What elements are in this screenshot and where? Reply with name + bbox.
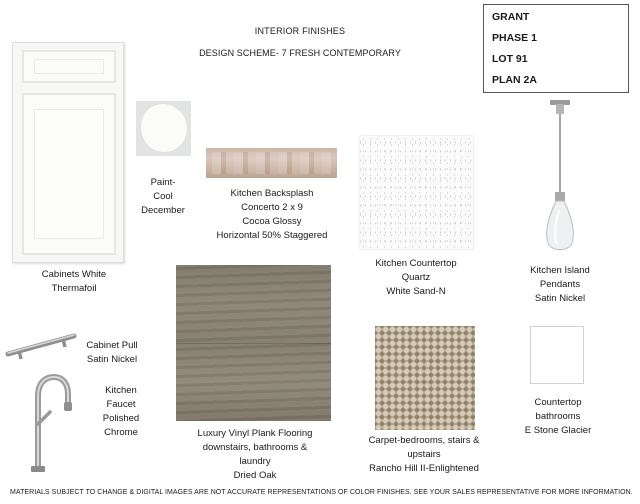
pendants-caption	[512, 264, 608, 306]
faucet-caption	[92, 384, 150, 440]
carpet-sample-image	[375, 326, 475, 430]
caption-line: Kitchen	[105, 385, 137, 396]
caption-line: downstairs, bathrooms &	[202, 442, 308, 453]
disclaimer-footer: MATERIALS SUBJECT TO CHANGE & DIGITAL IMAGES ARE NOT ACCURATE REPRESENTATIONS OF COLOR FINISHES. SEE YOUR SALES REPRESENTATIVE FOR MORE INFORMATION.	[10, 489, 633, 496]
lot-info-box	[483, 4, 629, 93]
caption-line: Faucet	[106, 399, 136, 410]
caption-line: Kitchen Island	[530, 265, 590, 276]
caption-line: bathrooms	[535, 411, 581, 422]
caption-line: Kitchen Backsplash	[230, 188, 314, 199]
caption-line: Horizontal 50% Staggered	[216, 230, 328, 241]
caption-line: Luxury Vinyl Plank Flooring	[197, 428, 313, 439]
caption-line: Cabinets White	[41, 269, 107, 280]
caption-line: Cool	[153, 191, 173, 202]
carpet-caption	[352, 434, 496, 476]
lot-label: LOT 91	[492, 53, 528, 65]
countertop-caption	[346, 257, 486, 299]
cabinet-door	[22, 93, 116, 255]
caption-line: Concerto 2 x 9	[241, 202, 303, 213]
caption-line: Cocoa Glossy	[242, 216, 302, 227]
pendant-light-icon	[535, 100, 585, 260]
caption-line: upstairs	[407, 449, 441, 460]
caption-line: Dried Oak	[233, 470, 277, 481]
cabinet-pull-caption	[76, 339, 148, 367]
caption-line: Polished	[102, 413, 140, 424]
quartz-countertop-image	[360, 136, 473, 249]
cabinet-image	[12, 42, 124, 263]
caption-line: Rancho Hill II-Enlightened	[369, 463, 479, 474]
caption-line: Carpet-bedrooms, stairs &	[368, 435, 480, 446]
caption-line: Kitchen Countertop	[375, 258, 457, 269]
caption-line: Paint-	[150, 177, 176, 188]
caption-line: Quartz	[401, 272, 431, 283]
caption-line: Countertop	[534, 397, 582, 408]
caption-line: Satin Nickel	[534, 293, 586, 304]
community-name: GRANT	[492, 11, 530, 23]
cabinets-caption	[10, 268, 138, 296]
backsplash-caption	[196, 187, 348, 243]
phase-label: PHASE 1	[492, 32, 537, 44]
page-title: INTERIOR FINISHES	[254, 26, 346, 36]
caption-line: laundry	[239, 456, 271, 467]
caption-line: Thermafoil	[51, 283, 97, 294]
caption-line: Cabinet Pull	[86, 340, 138, 351]
cabinet-drawer	[22, 50, 116, 83]
vinyl-plank-flooring-image	[176, 265, 331, 421]
caption-line: December	[141, 205, 185, 216]
design-scheme-subtitle: DESIGN SCHEME- 7 FRESH CONTEMPORARY	[199, 48, 401, 58]
bath-countertop-swatch	[530, 326, 584, 384]
paint-swatch	[141, 104, 187, 152]
plan-label: PLAN 2A	[492, 74, 537, 86]
caption-line: Pendants	[539, 279, 581, 290]
caption-line: White Sand-N	[386, 286, 446, 297]
caption-line: Satin Nickel	[86, 354, 138, 365]
cabinet-pull-icon	[2, 328, 78, 364]
bath-countertop-caption	[506, 396, 610, 438]
caption-line: E Stone Glacier	[524, 425, 592, 436]
caption-line: Chrome	[104, 427, 138, 438]
backsplash-tile-image	[206, 148, 337, 178]
paint-caption	[128, 176, 198, 218]
flooring-caption	[176, 427, 334, 483]
faucet-icon	[26, 374, 76, 474]
